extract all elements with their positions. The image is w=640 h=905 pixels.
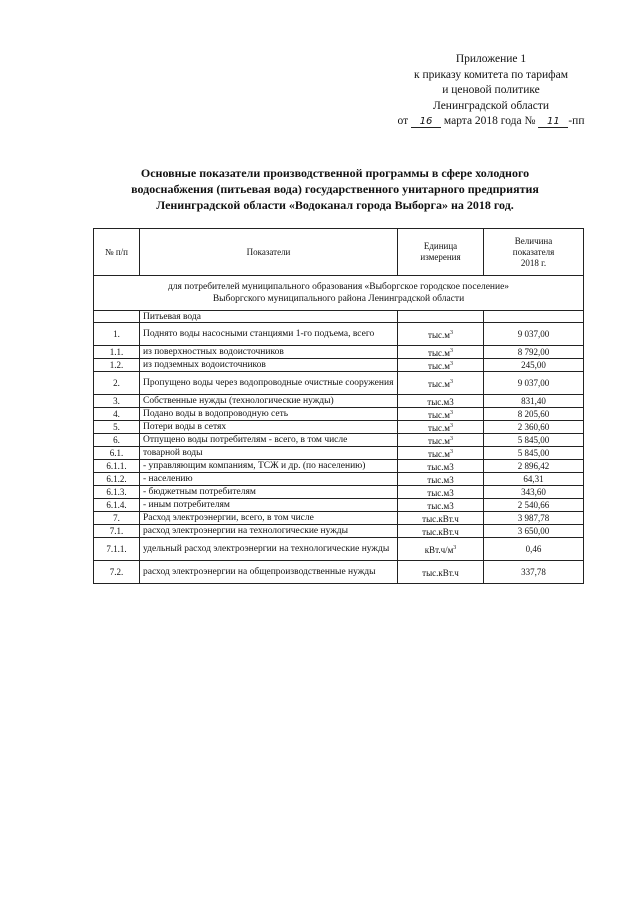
section-row	[94, 276, 584, 311]
header-indicator: Показатели	[140, 229, 398, 276]
unit-text: тыс.м3	[427, 462, 454, 472]
unit-superscript: 3	[449, 348, 453, 354]
table-row	[94, 561, 584, 584]
unit-text: тыс.кВт.ч	[422, 514, 459, 524]
row-value: 3 650,00	[484, 525, 584, 538]
row-value: 64,31	[484, 473, 584, 486]
unit-superscript: 3	[453, 545, 457, 551]
row-num: 3.	[94, 395, 140, 408]
unit-superscript: 3	[449, 410, 453, 416]
date-prefix: от	[397, 115, 409, 127]
row-num: 1.2.	[94, 359, 140, 372]
category-cell: Питьевая вода	[140, 311, 398, 323]
unit-text: тыс.м	[428, 379, 450, 389]
table-row	[94, 434, 584, 447]
table-header-row	[94, 229, 584, 276]
unit-text: тыс.м3	[427, 475, 454, 485]
table-row	[94, 525, 584, 538]
row-value: 2 360,60	[484, 421, 584, 434]
unit-text: тыс.м	[428, 330, 450, 340]
row-name: Пропущено воды через водопроводные очистные сооружения	[140, 372, 398, 395]
row-name: - населению	[140, 473, 398, 486]
section-cell: для потребителей муниципального образования «Выборгское городское поселение» Выборгского муниципального района Ленинградской области	[94, 276, 584, 311]
handwritten-day: 16	[411, 116, 441, 128]
row-value: 2 896,42	[484, 460, 584, 473]
table-row	[94, 408, 584, 421]
unit-text: кВт.ч/м	[424, 545, 454, 555]
row-num: 7.1.	[94, 525, 140, 538]
table-row	[94, 473, 584, 486]
unit-text: тыс.м3	[427, 397, 454, 407]
row-unit	[398, 323, 484, 346]
appendix-line-2: к приказу комитета по тарифам	[414, 68, 568, 81]
appendix-line-3: и ценовой политике	[442, 84, 540, 96]
unit-text: тыс.м	[428, 410, 450, 420]
row-unit	[398, 395, 484, 408]
row-name: расход электроэнергии на технологические нужды	[140, 525, 398, 538]
row-num: 7.1.1.	[94, 538, 140, 561]
unit-superscript: 3	[449, 436, 453, 442]
row-name: - управляющим компаниям, ТСЖ и др. (по населению)	[140, 460, 398, 473]
unit-text: тыс.м	[428, 449, 450, 459]
row-value: 343,60	[484, 486, 584, 499]
row-num: 7.2.	[94, 561, 140, 584]
row-num: 7.	[94, 512, 140, 525]
row-name: Отпущено воды потребителям - всего, в том числе	[140, 434, 398, 447]
table-row	[94, 346, 584, 359]
row-unit	[398, 372, 484, 395]
unit-text: тыс.кВт.ч	[422, 527, 459, 537]
row-num: 2.	[94, 372, 140, 395]
row-name: Потери воды в сетях	[140, 421, 398, 434]
row-unit	[398, 346, 484, 359]
row-unit	[398, 525, 484, 538]
unit-superscript: 3	[449, 379, 453, 385]
unit-superscript: 3	[449, 423, 453, 429]
table-row	[94, 323, 584, 346]
handwritten-number: 11	[538, 116, 568, 128]
unit-text: тыс.м3	[427, 501, 454, 511]
date-suffix: -пп	[568, 115, 585, 127]
row-value: 5 845,00	[484, 434, 584, 447]
table-row	[94, 512, 584, 525]
row-name: - иным потребителям	[140, 499, 398, 512]
appendix-line-1: Приложение 1	[455, 53, 527, 65]
row-name: удельный расход электроэнергии на технологические нужды	[140, 538, 398, 561]
table-row	[94, 421, 584, 434]
table-row	[94, 372, 584, 395]
unit-text: тыс.м	[428, 423, 450, 433]
table-row	[94, 486, 584, 499]
row-name: товарной воды	[140, 447, 398, 460]
title-line-3: Ленинградской области «Водоканал города Выборга» на 2018 год.	[156, 198, 514, 212]
row-name: - бюджетным потребителям	[140, 486, 398, 499]
row-name: из подземных водоисточников	[140, 359, 398, 372]
table-row	[94, 359, 584, 372]
row-num: 1.	[94, 323, 140, 346]
row-value: 337,78	[484, 561, 584, 584]
row-num: 1.1.	[94, 346, 140, 359]
header-num: № п/п	[94, 229, 140, 276]
row-name: Подано воды в водопроводную сеть	[140, 408, 398, 421]
row-unit	[398, 486, 484, 499]
appendix-line-4: Ленинградской области	[432, 99, 550, 112]
unit-text: тыс.м	[428, 436, 450, 446]
unit-text: тыс.м3	[427, 488, 454, 498]
document-title	[110, 165, 560, 213]
row-name: Поднято воды насосными станциями 1-го подъема, всего	[140, 323, 398, 346]
unit-superscript: 3	[449, 361, 453, 367]
row-value: 9 037,00	[484, 323, 584, 346]
row-num: 6.	[94, 434, 140, 447]
title-line-2: водоснабжения (питьевая вода) государственного унитарного предприятия	[131, 182, 539, 196]
unit-text: тыс.м	[428, 348, 450, 358]
row-value: 0,46	[484, 538, 584, 561]
row-unit	[398, 538, 484, 561]
row-name: из поверхностных водоисточников	[140, 346, 398, 359]
row-num: 6.1.3.	[94, 486, 140, 499]
unit-superscript: 3	[449, 330, 453, 336]
row-unit	[398, 561, 484, 584]
row-value: 2 540,66	[484, 499, 584, 512]
unit-text: тыс.кВт.ч	[422, 568, 459, 578]
row-unit	[398, 499, 484, 512]
header-unit: Единица измерения	[398, 229, 484, 276]
unit-text: тыс.м	[428, 361, 450, 371]
row-unit	[398, 512, 484, 525]
date-middle: марта 2018 года №	[443, 115, 536, 127]
row-value: 245,00	[484, 359, 584, 372]
row-value: 3 987,78	[484, 512, 584, 525]
row-unit	[398, 421, 484, 434]
indicators-table	[93, 228, 584, 584]
row-unit	[398, 408, 484, 421]
header-value: Величина показателя 2018 г.	[484, 229, 584, 276]
row-name: расход электроэнергии на общепроизводственные нужды	[140, 561, 398, 584]
row-name: Расход электроэнергии, всего, в том числе	[140, 512, 398, 525]
table-row	[94, 538, 584, 561]
appendix-date-line	[360, 114, 622, 130]
title-line-1: Основные показатели производственной программы в сфере холодного	[140, 166, 530, 180]
table-row	[94, 499, 584, 512]
appendix-header	[360, 52, 622, 130]
row-num: 6.1.2.	[94, 473, 140, 486]
table-row	[94, 395, 584, 408]
row-unit	[398, 434, 484, 447]
row-unit	[398, 447, 484, 460]
row-unit	[398, 473, 484, 486]
unit-superscript: 3	[449, 449, 453, 455]
table-row	[94, 447, 584, 460]
row-value: 831,40	[484, 395, 584, 408]
row-value: 8 205,60	[484, 408, 584, 421]
row-num: 6.1.4.	[94, 499, 140, 512]
row-num: 6.1.	[94, 447, 140, 460]
category-row	[94, 311, 584, 323]
row-num: 4.	[94, 408, 140, 421]
row-unit	[398, 359, 484, 372]
row-value: 8 792,00	[484, 346, 584, 359]
row-unit	[398, 460, 484, 473]
row-value: 5 845,00	[484, 447, 584, 460]
row-name: Собственные нужды (технологические нужды)	[140, 395, 398, 408]
row-value: 9 037,00	[484, 372, 584, 395]
table-row	[94, 460, 584, 473]
row-num: 6.1.1.	[94, 460, 140, 473]
row-num: 5.	[94, 421, 140, 434]
